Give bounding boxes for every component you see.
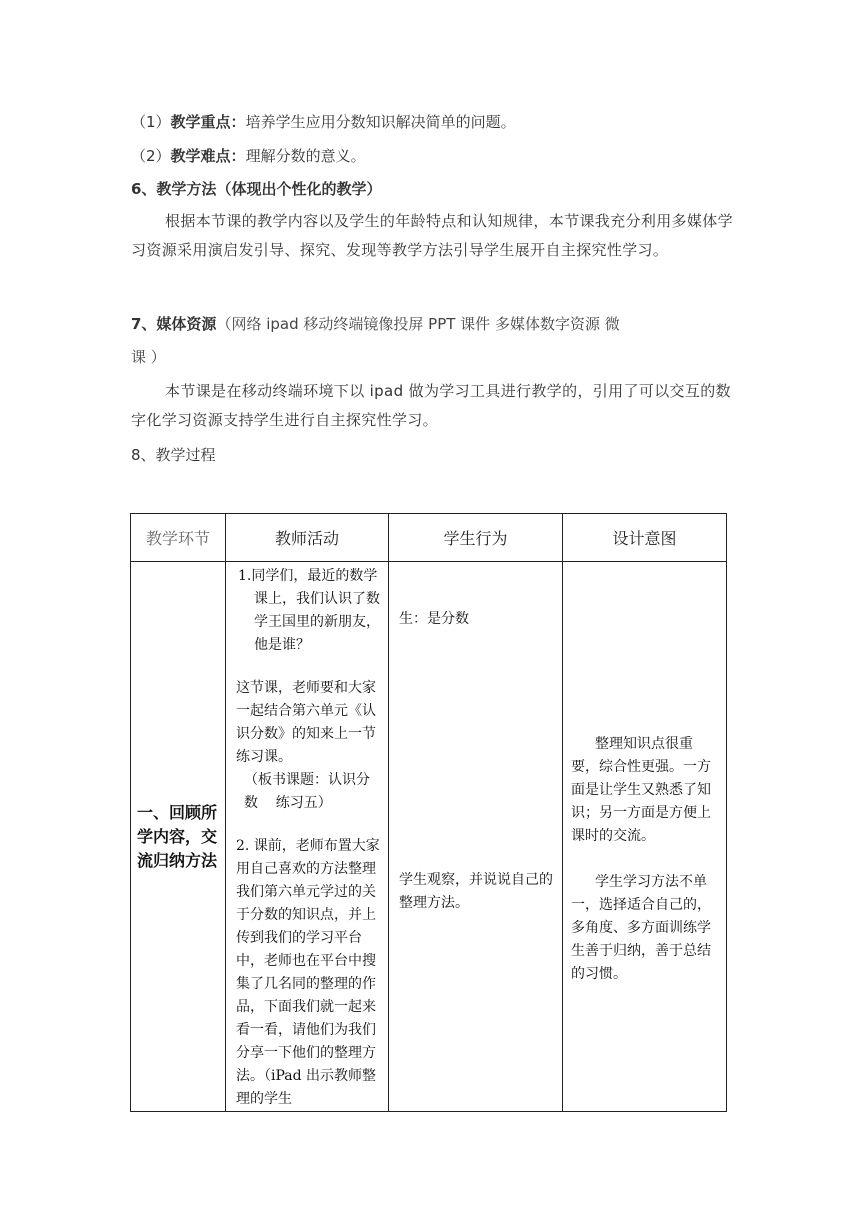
- student-behavior-2: 学生观察，并说说自己的整理方法。: [399, 872, 553, 911]
- student-behavior-cell: [389, 562, 563, 1112]
- section-7-body: 本节课是在移动终端环境下以 ipad 做为学习工具进行教学的，引用了可以交互的数字化学习资源支持学生进行自主探究性学习。: [131, 382, 731, 429]
- header-student-behavior: 学生行为: [389, 514, 563, 562]
- header-teacher-activity: 教师活动: [226, 514, 389, 562]
- key-point-text: 培养学生应用分数知识解决简单的问题。: [245, 113, 516, 131]
- design-intent-2: 学生学习方法不单一，选择适合自己的，多角度、多方面训练学生善于归纳，善于总结的习惯。: [571, 874, 711, 982]
- teacher-activity-3: （板书课题：认识分数 练习五）: [244, 772, 370, 811]
- difficulty-text: 理解分数的意义。: [245, 147, 366, 165]
- table-header-row: [131, 514, 727, 562]
- section-7-heading: 7、媒体资源: [131, 315, 217, 333]
- teaching-difficulty: [131, 145, 731, 167]
- key-point-number: （1）: [131, 113, 171, 131]
- design-intent-cell: [563, 562, 727, 1112]
- teacher-activity-4: 2. 课前，老师布置大家用自己喜欢的方法整理我们第六单元学过的关于分数的知识点，并上传到我们的学习平台中，老师也在平台中搜集了几名同的整理的作品，下面我们就一起来看一看，请他们为我们分享一下他们的整理方法。（iPad 出示教师整理的学生: [236, 838, 380, 1107]
- design-intent-1: 整理知识点很重要，综合性更强。一方面是让学生又熟悉了知识；另一方面是方便上课时的交流。: [571, 736, 711, 844]
- header-design-intent: 设计意图: [563, 514, 727, 562]
- teacher-activity-1: 1.同学们，最近的数学课上，我们认识了数学王国里的新朋友，他是谁？: [238, 568, 380, 653]
- section-7-resources-continued: 课 ）: [131, 348, 166, 366]
- key-point-label: 教学重点：: [170, 113, 246, 131]
- teacher-activity-2: 这节课，老师要和大家一起结合第六单元《认识分数》的知来上一节练习课。: [236, 680, 376, 765]
- difficulty-number: （2）: [131, 147, 171, 165]
- student-behavior-1: 生：是分数: [399, 611, 469, 627]
- section-7-resources: （网络 ipad 移动终端镜像投屏 PPT 课件 多媒体数字资源 微: [216, 315, 620, 333]
- section-6-body: 根据本节课的教学内容以及学生的年龄特点和认知规律，本节课我充分利用多媒体学习资源采用演启发引导、探究、发现等教学方法引导学生展开自主探究性学习。: [131, 212, 733, 259]
- teaching-key-point: [131, 111, 731, 133]
- section-8-heading: 8、教学过程: [131, 446, 216, 464]
- difficulty-label: 教学难点：: [170, 147, 246, 165]
- section-6-heading: 6、教学方法（体现出个性化的教学）: [131, 180, 382, 198]
- header-stage: 教学环节: [131, 514, 226, 562]
- teaching-process-table: [130, 513, 727, 1112]
- section-7-heading-line: [131, 313, 731, 335]
- stage-cell: 一、回顾所学内容，交流归纳方法: [131, 562, 226, 1112]
- table-row: [131, 562, 727, 1112]
- teacher-activity-cell: [226, 562, 389, 1112]
